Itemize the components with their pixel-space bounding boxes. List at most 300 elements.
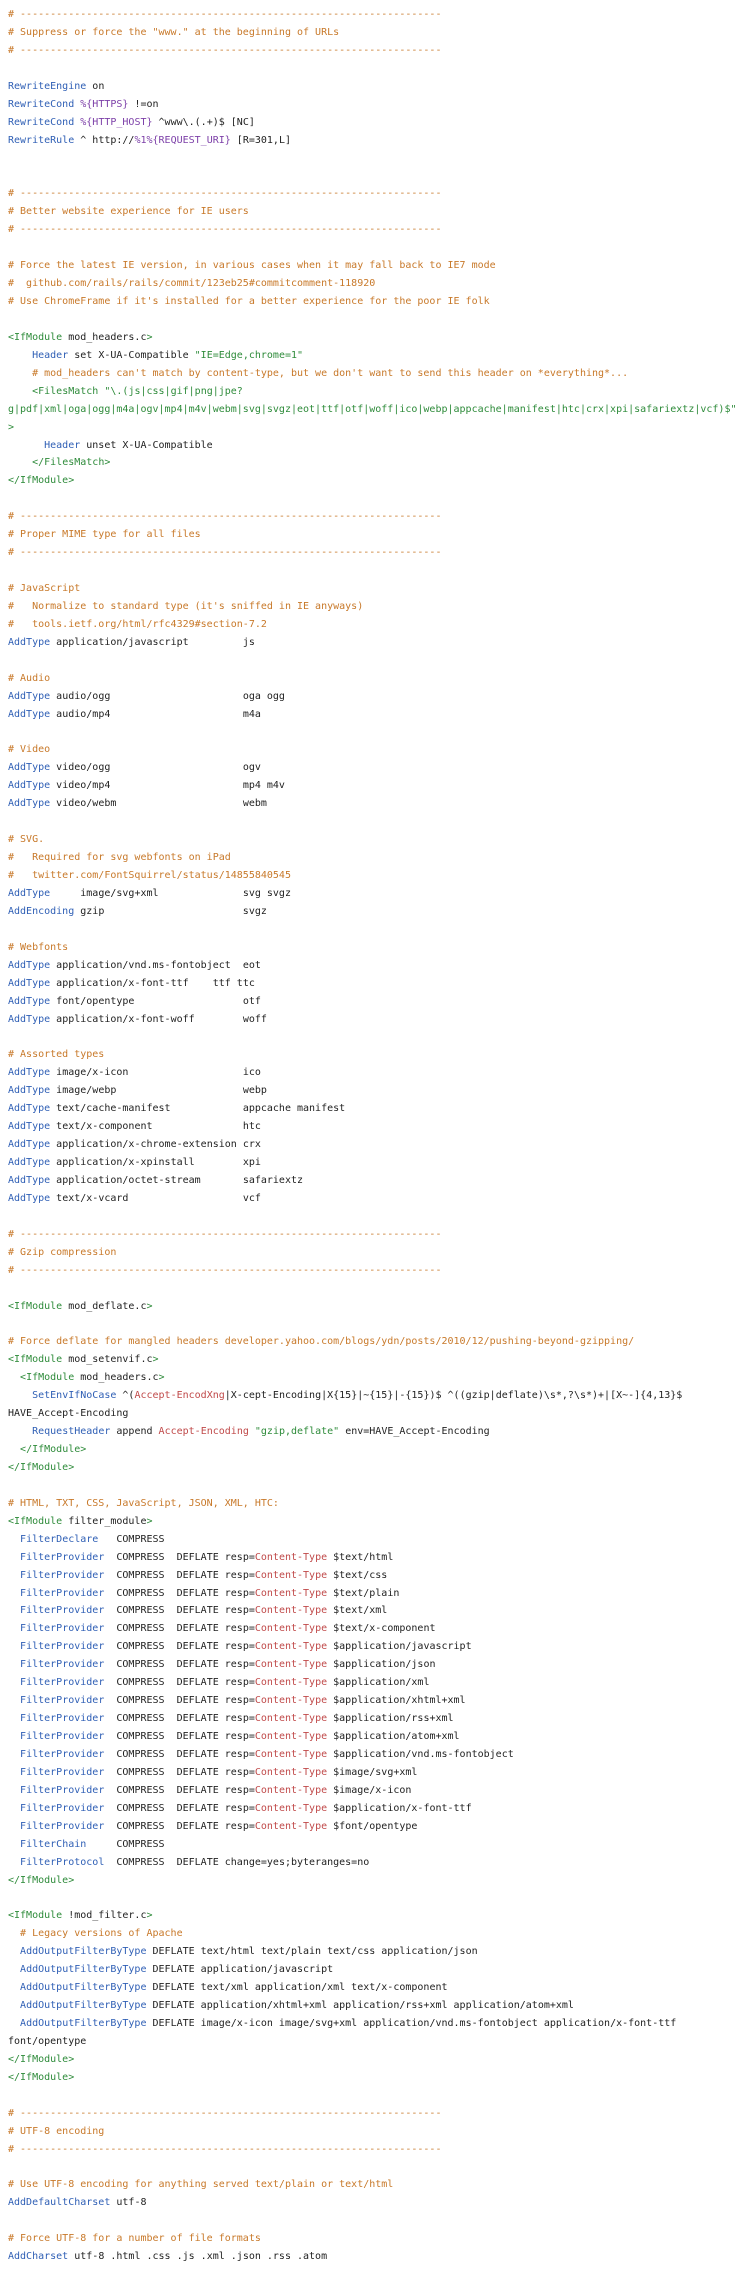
code-line (8, 1387, 734, 1405)
code-line (8, 454, 734, 472)
directive-token: RewriteEngine (8, 80, 87, 92)
plain-token: HAVE_Accept-Encoding (8, 1408, 129, 1420)
plain-token: append (110, 1426, 159, 1438)
code-line (8, 96, 734, 114)
code-line (8, 1208, 734, 1226)
directive-token: FilterDeclare (20, 1533, 99, 1545)
code-line (8, 1531, 734, 1549)
comment-token: # UTF-8 encoding (8, 2125, 105, 2137)
code-line (8, 2248, 734, 2266)
plain-token: COMPRESS DEFLATE resp= (104, 1713, 255, 1725)
comment-token: # Required for svg webfonts on iPad (8, 852, 231, 864)
plain-token (8, 1821, 20, 1832)
code-line (8, 383, 734, 401)
plain-token: $application/atom+xml (327, 1731, 460, 1742)
comment-token: # ---------------------------------------------------------------------- (8, 9, 442, 20)
plain-token (8, 1659, 20, 1670)
plain-token: application/x-font-ttf ttf ttc (50, 977, 255, 989)
plain-token: $text/plain (327, 1587, 400, 1599)
plain-token: application/vnd.ms-fontobject eot (50, 959, 261, 971)
directive-token: FilterProvider (20, 1551, 105, 1563)
variable-token: %{HTTP_HOST} (80, 116, 153, 128)
header-name-token: Content-Type (254, 1731, 328, 1742)
plain-token (8, 1390, 32, 1401)
plain-token: COMPRESS DEFLATE resp= (104, 1766, 255, 1778)
plain-token (8, 1588, 20, 1599)
string-token: "gzip,deflate" (254, 1426, 340, 1438)
directive-token: FilterProvider (20, 1820, 105, 1832)
comment-token: # ---------------------------------------------------------------------- (8, 547, 442, 559)
tag-token: </IfModule> (8, 2071, 75, 2083)
code-line (8, 1836, 734, 1854)
string-token: "\.(js|css|gif|png|jpe? (104, 385, 243, 397)
code-line (8, 1226, 734, 1244)
directive-token: AddOutputFilterByType (20, 2018, 147, 2029)
code-line (8, 132, 734, 150)
plain-token: video/mp4 mp4 m4v (50, 780, 285, 792)
code-line (8, 1638, 734, 1656)
plain-token: video/webm webm (50, 798, 267, 810)
plain-token (8, 457, 32, 468)
plain-token: mod_headers.c (74, 1372, 159, 1384)
directive-token: AddOutputFilterByType (20, 1982, 147, 1994)
tag-token: <IfModule (8, 331, 63, 343)
directive-token: AddType (8, 1174, 51, 1186)
plain-token: DEFLATE application/javascript (146, 1964, 334, 1976)
plain-token: COMPRESS DEFLATE resp= (104, 1802, 255, 1814)
code-line (8, 1961, 734, 1979)
code-line (8, 580, 734, 598)
plain-token: ^( (116, 1390, 135, 1402)
plain-token: !mod_filter.c (62, 1910, 147, 1922)
directive-token: AddType (8, 1067, 51, 1079)
header-name-token: Content-Type (254, 1695, 328, 1707)
directive-token: FilterProtocol (20, 1856, 105, 1868)
directive-token: FilterProvider (20, 1731, 105, 1742)
code-line (8, 706, 734, 724)
plain-token: font/opentype otf (50, 995, 261, 1007)
plain-token: set X-UA-Compatible (68, 349, 195, 361)
comment-token: # Better website experience for IE users (8, 206, 249, 218)
comment-token: # ---------------------------------------------------------------------- (8, 188, 442, 200)
plain-token: $text/css (327, 1569, 388, 1581)
comment-token: # ---------------------------------------------------------------------- (8, 224, 442, 236)
code-line (8, 1369, 734, 1387)
directive-token: AddType (8, 959, 51, 971)
code-line (8, 2069, 734, 2087)
code-line (8, 1925, 734, 1943)
code-line (8, 1477, 734, 1495)
code-line (8, 1028, 734, 1046)
comment-token: # Use ChromeFrame if it's installed for a better experience for the poor IE folk (8, 296, 490, 307)
tag-token: > (146, 1910, 153, 1922)
plain-token (8, 1372, 20, 1383)
directive-token: FilterProvider (20, 1659, 105, 1671)
header-name-token: Content-Type (254, 1659, 328, 1671)
directive-token: SetEnvIfNoCase (32, 1390, 117, 1402)
plain-token (8, 386, 32, 397)
comment-token: # ---------------------------------------------------------------------- (8, 2143, 442, 2155)
plain-token: text/x-component htc (50, 1121, 261, 1133)
code-line (8, 813, 734, 831)
directive-token: FilterProvider (20, 1766, 105, 1778)
code-line (8, 1190, 734, 1208)
plain-token: $application/rss+xml (327, 1713, 454, 1725)
comment-token: # Suppress or force the "www." at the beginning of URLs (8, 26, 340, 38)
code-line (8, 903, 734, 921)
directive-token: AddType (8, 780, 51, 792)
plain-token: |X-cept-Encoding|X{15}|~{15}|-{15})$ ^((gzip|deflate)\s*,?\s*)+|[X~-]{4,13}$ (224, 1390, 683, 1402)
plain-token: audio/mp4 m4a (50, 708, 261, 720)
tag-token: > (146, 1300, 153, 1312)
code-line (8, 239, 734, 257)
plain-token: $application/x-font-ttf (327, 1802, 472, 1814)
comment-token: # HTML, TXT, CSS, JavaScript, JSON, XML, HTC: (8, 1497, 279, 1509)
tag-token: <IfModule (8, 1910, 63, 1922)
plain-token: COMPRESS DEFLATE resp= (104, 1748, 255, 1760)
code-line (8, 1100, 734, 1118)
comment-token: # ---------------------------------------------------------------------- (8, 511, 442, 523)
code-line (8, 957, 734, 975)
code-line (8, 1943, 734, 1961)
directive-token: AddType (8, 762, 51, 774)
plain-token (8, 1570, 20, 1581)
code-line (8, 1800, 734, 1818)
header-name-token: Content-Type (254, 1820, 328, 1832)
tag-token: > (158, 1372, 165, 1384)
plain-token: !=on (128, 98, 159, 110)
code-line (8, 634, 734, 652)
directive-token: AddType (8, 708, 51, 720)
plain-token: image/webp webp (50, 1085, 267, 1097)
code-line (8, 2033, 734, 2051)
plain-token (8, 1713, 20, 1724)
code-line (8, 741, 734, 759)
plain-token (8, 1641, 20, 1652)
code-line (8, 24, 734, 42)
code-line (8, 114, 734, 132)
plain-token: COMPRESS DEFLATE resp= (104, 1784, 255, 1796)
code-line (8, 1154, 734, 1172)
comment-token: # Assorted types (8, 1049, 105, 1061)
tag-token: </FilesMatch> (32, 457, 111, 469)
plain-token (8, 1444, 20, 1455)
code-line (8, 419, 734, 437)
code-line (8, 1064, 734, 1082)
code-line (8, 437, 734, 455)
code-line (8, 831, 734, 849)
code-line (8, 1656, 734, 1674)
plain-token: audio/ogg oga ogg (50, 690, 285, 702)
comment-token: # ---------------------------------------------------------------------- (8, 1264, 442, 1276)
code-line (8, 1513, 734, 1531)
code-line (8, 867, 734, 885)
code-line (8, 1136, 734, 1154)
code-line (8, 2015, 734, 2033)
variable-token: %{HTTPS} (80, 98, 129, 110)
code-line (8, 2141, 734, 2159)
directive-token: AddType (8, 798, 51, 810)
plain-token (8, 2000, 20, 2011)
code-line (8, 544, 734, 562)
code-line (8, 203, 734, 221)
code-line (8, 78, 734, 96)
code-line (8, 1298, 734, 1316)
code-line (8, 347, 734, 365)
comment-token: # mod_headers can't match by content-type, but we don't want to send this header on *everything*... (8, 367, 629, 379)
code-line (8, 257, 734, 275)
code-line (8, 1979, 734, 1997)
directive-token: FilterProvider (20, 1748, 105, 1760)
plain-token: $application/javascript (327, 1641, 472, 1653)
code-line (8, 1423, 734, 1441)
code-line (8, 975, 734, 993)
code-line (8, 2194, 734, 2212)
header-name-token: Content-Type (254, 1713, 328, 1725)
tag-token: <IfModule (8, 1300, 63, 1312)
code-line (8, 275, 734, 293)
plain-token: image/svg+xml svg svgz (50, 887, 291, 899)
plain-token: [R=301,L] (230, 134, 291, 146)
plain-token (8, 2018, 20, 2029)
code-line (8, 311, 734, 329)
tag-token: <IfModule (8, 1354, 63, 1366)
plain-token (8, 1534, 20, 1545)
directive-token: FilterProvider (20, 1623, 105, 1635)
plain-token: COMPRESS (86, 1838, 165, 1850)
directive-token: AddType (8, 1121, 51, 1133)
header-name-token: Content-Type (254, 1623, 328, 1635)
code-line (8, 2230, 734, 2248)
header-name-token: Content-Type (254, 1551, 328, 1563)
plain-token (8, 1731, 20, 1742)
code-line (8, 221, 734, 239)
code-line (8, 1764, 734, 1782)
plain-token: env=HAVE_Accept-Encoding (339, 1426, 490, 1438)
code-line (8, 849, 734, 867)
plain-token (8, 1426, 32, 1437)
code-line (8, 1459, 734, 1477)
plain-token: filter_module (62, 1515, 147, 1527)
plain-token: COMPRESS DEFLATE resp= (104, 1820, 255, 1832)
comment-token: # Use UTF-8 encoding for anything served text/plain or text/html (8, 2179, 394, 2191)
plain-token (8, 1623, 20, 1634)
code-line (8, 1315, 734, 1333)
directive-token: FilterProvider (20, 1802, 105, 1814)
plain-token: text/x-vcard vcf (50, 1192, 261, 1204)
code-line (8, 2051, 734, 2069)
plain-token: gzip svgz (74, 905, 267, 917)
comment-token: # twitter.com/FontSquirrel/status/14855840545 (8, 870, 291, 881)
directive-token: FilterProvider (20, 1641, 105, 1653)
code-line (8, 1011, 734, 1029)
plain-token: $image/x-icon (327, 1784, 412, 1796)
code-line (8, 652, 734, 670)
string-token: g|pdf|xml|oga|ogg|m4a|ogv|mp4|m4v|webm|svg|svgz|eot|ttf|otf|woff|ico|webp|appcache|manifest|htc|crx|xpi|safariextz|vcf)$" (8, 403, 737, 415)
directive-token: FilterProvider (20, 1677, 105, 1689)
code-line (8, 1244, 734, 1262)
plain-token: COMPRESS DEFLATE resp= (104, 1659, 255, 1671)
code-line (8, 150, 734, 168)
plain-token: application/x-chrome-extension crx (50, 1139, 261, 1151)
code-line (8, 759, 734, 777)
directive-token: AddEncoding (8, 905, 75, 917)
code-line (8, 1567, 734, 1585)
directive-token: FilterProvider (20, 1695, 105, 1707)
comment-token: # Force deflate for mangled headers developer.yahoo.com/blogs/ydn/posts/2010/12/pushing-beyond-gzipping/ (8, 1336, 635, 1348)
directive-token: Header (44, 439, 81, 451)
comment-token: # github.com/rails/rails/commit/123eb25#commitcomment-118920 (8, 278, 376, 290)
header-name-token: Content-Type (254, 1605, 328, 1617)
plain-token: COMPRESS DEFLATE resp= (104, 1731, 255, 1742)
code-line (8, 401, 737, 419)
tag-token: </IfModule> (8, 1461, 75, 1473)
plain-token: on (86, 80, 105, 92)
plain-token: $font/opentype (327, 1820, 418, 1832)
comment-token: # Proper MIME type for all files (8, 529, 201, 541)
code-line (8, 1674, 734, 1692)
code-line (8, 616, 734, 634)
directive-token: AddType (8, 1085, 51, 1097)
comment-token: # Gzip compression (8, 1246, 117, 1258)
code-line (8, 2159, 734, 2177)
directive-token: AddType (8, 1192, 51, 1204)
comment-token: # Webfonts (8, 941, 69, 953)
string-token: "IE=Edge,chrome=1" (194, 349, 304, 361)
directive-token: AddType (8, 1157, 51, 1168)
plain-token: image/x-icon ico (50, 1067, 261, 1079)
plain-token: $application/json (327, 1659, 436, 1671)
directive-token: FilterProvider (20, 1713, 105, 1725)
code-line (8, 329, 734, 347)
code-line (8, 777, 734, 795)
plain-token: COMPRESS DEFLATE resp= (104, 1695, 255, 1707)
directive-token: AddType (8, 995, 51, 1007)
code-line (8, 939, 734, 957)
code-line (8, 724, 734, 742)
plain-token: ^ http:// (74, 134, 135, 146)
plain-token: application/javascript js (50, 636, 255, 648)
plain-token: DEFLATE text/xml application/xml text/x-component (146, 1982, 448, 1994)
code-line (8, 885, 734, 903)
code-line (8, 1620, 734, 1638)
directive-token: AddOutputFilterByType (20, 2000, 147, 2012)
code-line (8, 921, 734, 939)
plain-token: $application/xml (327, 1677, 430, 1689)
code-line (8, 1262, 734, 1280)
directive-token: FilterProvider (20, 1605, 105, 1617)
plain-token: COMPRESS DEFLATE resp= (104, 1677, 255, 1689)
tag-token: </IfModule> (20, 1444, 87, 1455)
plain-token (8, 1677, 20, 1688)
variable-token: %1%{REQUEST_URI} (134, 134, 231, 146)
code-line (8, 2105, 734, 2123)
plain-token: COMPRESS DEFLATE change=yes;byteranges=no (104, 1856, 370, 1868)
code-line (8, 1782, 734, 1800)
directive-token: FilterProvider (20, 1587, 105, 1599)
plain-token: application/x-font-woff woff (50, 1013, 267, 1025)
comment-token: # Legacy versions of Apache (8, 1928, 183, 1940)
plain-token (8, 350, 32, 361)
plain-token (8, 1839, 20, 1850)
code-line (8, 1728, 734, 1746)
code-line (8, 1495, 734, 1513)
plain-token: DEFLATE application/xhtml+xml application/rss+xml application/atom+xml (146, 2000, 574, 2012)
plain-token (8, 1767, 20, 1778)
plain-token: COMPRESS DEFLATE resp= (104, 1587, 255, 1599)
code-line (8, 1907, 734, 1925)
directive-token: RewriteCond (8, 98, 75, 110)
code-line (8, 490, 734, 508)
code-line (8, 1585, 734, 1603)
header-name-token: Content-Type (254, 1677, 328, 1689)
directive-token: AddType (8, 690, 51, 702)
code-line (8, 1046, 734, 1064)
code-line (8, 1172, 734, 1190)
plain-token: $application/xhtml+xml (327, 1695, 466, 1707)
code-line (8, 598, 734, 616)
plain-token (8, 1605, 20, 1616)
tag-token: </IfModule> (8, 1874, 75, 1886)
plain-token: application/x-xpinstall xpi (50, 1157, 261, 1168)
directive-token: RewriteRule (8, 134, 75, 146)
code-line (8, 1746, 734, 1764)
plain-token: font/opentype (8, 2035, 87, 2047)
header-name-token: Content-Type (254, 1587, 328, 1599)
code-line (8, 688, 734, 706)
code-line (8, 1549, 734, 1567)
code-line (8, 2176, 734, 2194)
code-line (8, 2123, 734, 2141)
directive-token: AddCharset (8, 2251, 69, 2263)
code-line (8, 1872, 734, 1890)
plain-token: mod_setenvif.c (62, 1354, 153, 1366)
plain-token: DEFLATE text/html text/plain text/css application/json (146, 1946, 478, 1958)
code-line (8, 2087, 734, 2105)
header-name-token: Content-Type (254, 1802, 328, 1814)
code-line (8, 1692, 734, 1710)
code-line (8, 185, 734, 203)
code-line (8, 167, 734, 185)
code-line (8, 1602, 734, 1620)
code-line (8, 1889, 734, 1907)
plain-token (8, 440, 44, 451)
header-name-token: Content-Type (254, 1641, 328, 1653)
comment-token: # ---------------------------------------------------------------------- (8, 44, 442, 56)
tag-token: <IfModule (8, 1515, 63, 1527)
tag-token: > (146, 1515, 153, 1527)
code-line (8, 6, 734, 24)
code-line (8, 1818, 734, 1836)
header-name-token: Accept-EncodXng (134, 1390, 225, 1402)
plain-token (8, 1857, 20, 1868)
code-line (8, 293, 734, 311)
plain-token: mod_headers.c (62, 331, 147, 343)
comment-token: # Video (8, 744, 51, 756)
directive-token: RequestHeader (32, 1426, 111, 1438)
plain-token: DEFLATE image/x-icon image/svg+xml application/vnd.ms-fontobject application/x-font-ttf (146, 2018, 677, 2029)
header-name-token: Content-Type (254, 1748, 328, 1760)
plain-token (8, 1803, 20, 1814)
comment-token: # SVG. (8, 834, 45, 846)
directive-token: FilterProvider (20, 1569, 105, 1581)
plain-token: $application/vnd.ms-fontobject (327, 1748, 514, 1760)
code-line (8, 1351, 734, 1369)
plain-token: utf-8 .html .css .js .xml .json .rss .atom (68, 2251, 328, 2263)
plain-token (8, 1785, 20, 1796)
plain-token: COMPRESS DEFLATE resp= (104, 1569, 255, 1581)
code-line (8, 526, 734, 544)
